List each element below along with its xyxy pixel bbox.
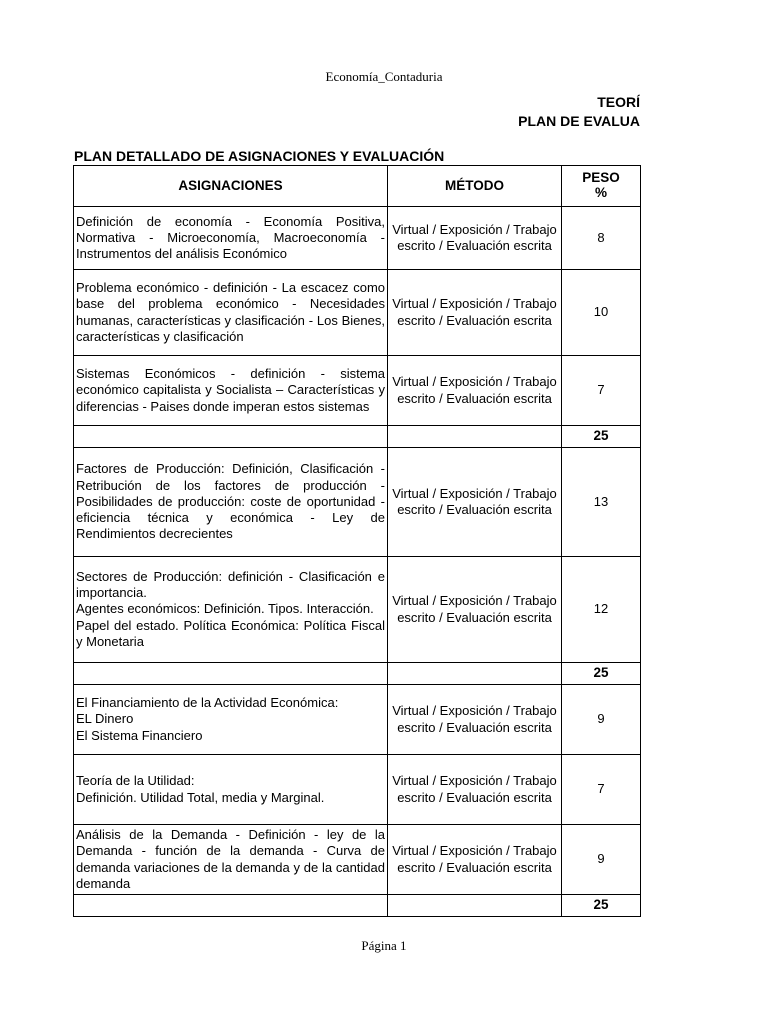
asignacion-cell: Problema económico - definición - La escacez como base del problema económico - Necesidades humanas, características y clasificación - Los Bienes, características y clasificación — [74, 270, 388, 356]
table-row — [74, 270, 641, 356]
empty-cell — [388, 895, 562, 917]
asignacion-cell: Teoría de la Utilidad: Definición. Utilidad Total, media y Marginal. — [74, 755, 388, 825]
column-header-asignaciones: ASIGNACIONES — [74, 166, 388, 207]
page-footer: Página 1 — [361, 938, 407, 953]
metodo-cell: Virtual / Exposición / Trabajo escrito / Evaluación escrita — [388, 207, 562, 270]
asignacion-cell: El Financiamiento de la Actividad Económica: EL Dinero El Sistema Financiero — [74, 685, 388, 755]
subtotal-cell: 25 — [562, 426, 641, 448]
subtotal-row — [74, 663, 641, 685]
subtotal-row — [74, 895, 641, 917]
peso-cell: 7 — [562, 356, 641, 426]
subtotal-cell: 25 — [562, 663, 641, 685]
metodo-cell: Virtual / Exposición / Trabajo escrito / Evaluación escrita — [388, 448, 562, 557]
peso-cell: 9 — [562, 685, 641, 755]
empty-cell — [74, 895, 388, 917]
table-row — [74, 685, 641, 755]
table-row — [74, 825, 641, 895]
asignacion-cell: Factores de Producción: Definición, Clasificación - Retribución de los factores de producción - Posibilidades de producción: coste de oportunidad - eficiencia técnica y económica - Ley de Rendimientos decrecientes — [74, 448, 388, 557]
asignacion-cell: Sistemas Económicos - definición - sistema económico capitalista y Socialista – Características y diferencias - Paises donde imperan estos sistemas — [74, 356, 388, 426]
table-header-row — [74, 166, 641, 207]
empty-cell — [74, 663, 388, 685]
peso-header-label: PESO % — [582, 170, 620, 201]
table-row — [74, 356, 641, 426]
empty-cell — [388, 426, 562, 448]
asignacion-cell: Sectores de Producción: definición - Clasificación e importancia. Agentes económicos: Definición. Tipos. Interacción. Papel del estado. Política Económica: Política Fiscal y Monetaria — [74, 557, 388, 663]
metodo-cell: Virtual / Exposición / Trabajo escrito / Evaluación escrita — [388, 755, 562, 825]
empty-cell — [74, 426, 388, 448]
table-row — [74, 557, 641, 663]
title-line-2: PLAN DE EVALUA — [518, 113, 640, 129]
column-header-peso — [562, 166, 641, 207]
metodo-cell: Virtual / Exposición / Trabajo escrito / Evaluación escrita — [388, 270, 562, 356]
peso-cell: 13 — [562, 448, 641, 557]
peso-cell: 9 — [562, 825, 641, 895]
peso-cell: 10 — [562, 270, 641, 356]
metodo-cell: Virtual / Exposición / Trabajo escrito / Evaluación escrita — [388, 356, 562, 426]
asignacion-cell: Análisis de la Demanda - Definición - ley de la Demanda - función de la demanda - Curva de demanda variaciones de la demanda y de la cantidad demanda — [74, 825, 388, 895]
table-row — [74, 755, 641, 825]
metodo-cell: Virtual / Exposición / Trabajo escrito / Evaluación escrita — [388, 825, 562, 895]
subtotal-cell: 25 — [562, 895, 641, 917]
table-row — [74, 448, 641, 557]
table-row — [74, 207, 641, 270]
asignacion-cell: Definición de economía - Economía Positiva, Normativa - Microeconomía, Macroeconomía - Instrumentos del análisis Económico — [74, 207, 388, 270]
title-line-1: TEORÍ — [597, 94, 640, 110]
peso-cell: 8 — [562, 207, 641, 270]
peso-cell: 7 — [562, 755, 641, 825]
peso-cell: 12 — [562, 557, 641, 663]
metodo-cell: Virtual / Exposición / Trabajo escrito / Evaluación escrita — [388, 557, 562, 663]
table-heading: PLAN DETALLADO DE ASIGNACIONES Y EVALUACIÓN — [74, 148, 445, 164]
document-header: Economía_Contaduria — [325, 69, 443, 84]
column-header-metodo: MÉTODO — [388, 166, 562, 207]
evaluation-table — [73, 165, 641, 917]
subtotal-row — [74, 426, 641, 448]
empty-cell — [388, 663, 562, 685]
metodo-cell: Virtual / Exposición / Trabajo escrito / Evaluación escrita — [388, 685, 562, 755]
